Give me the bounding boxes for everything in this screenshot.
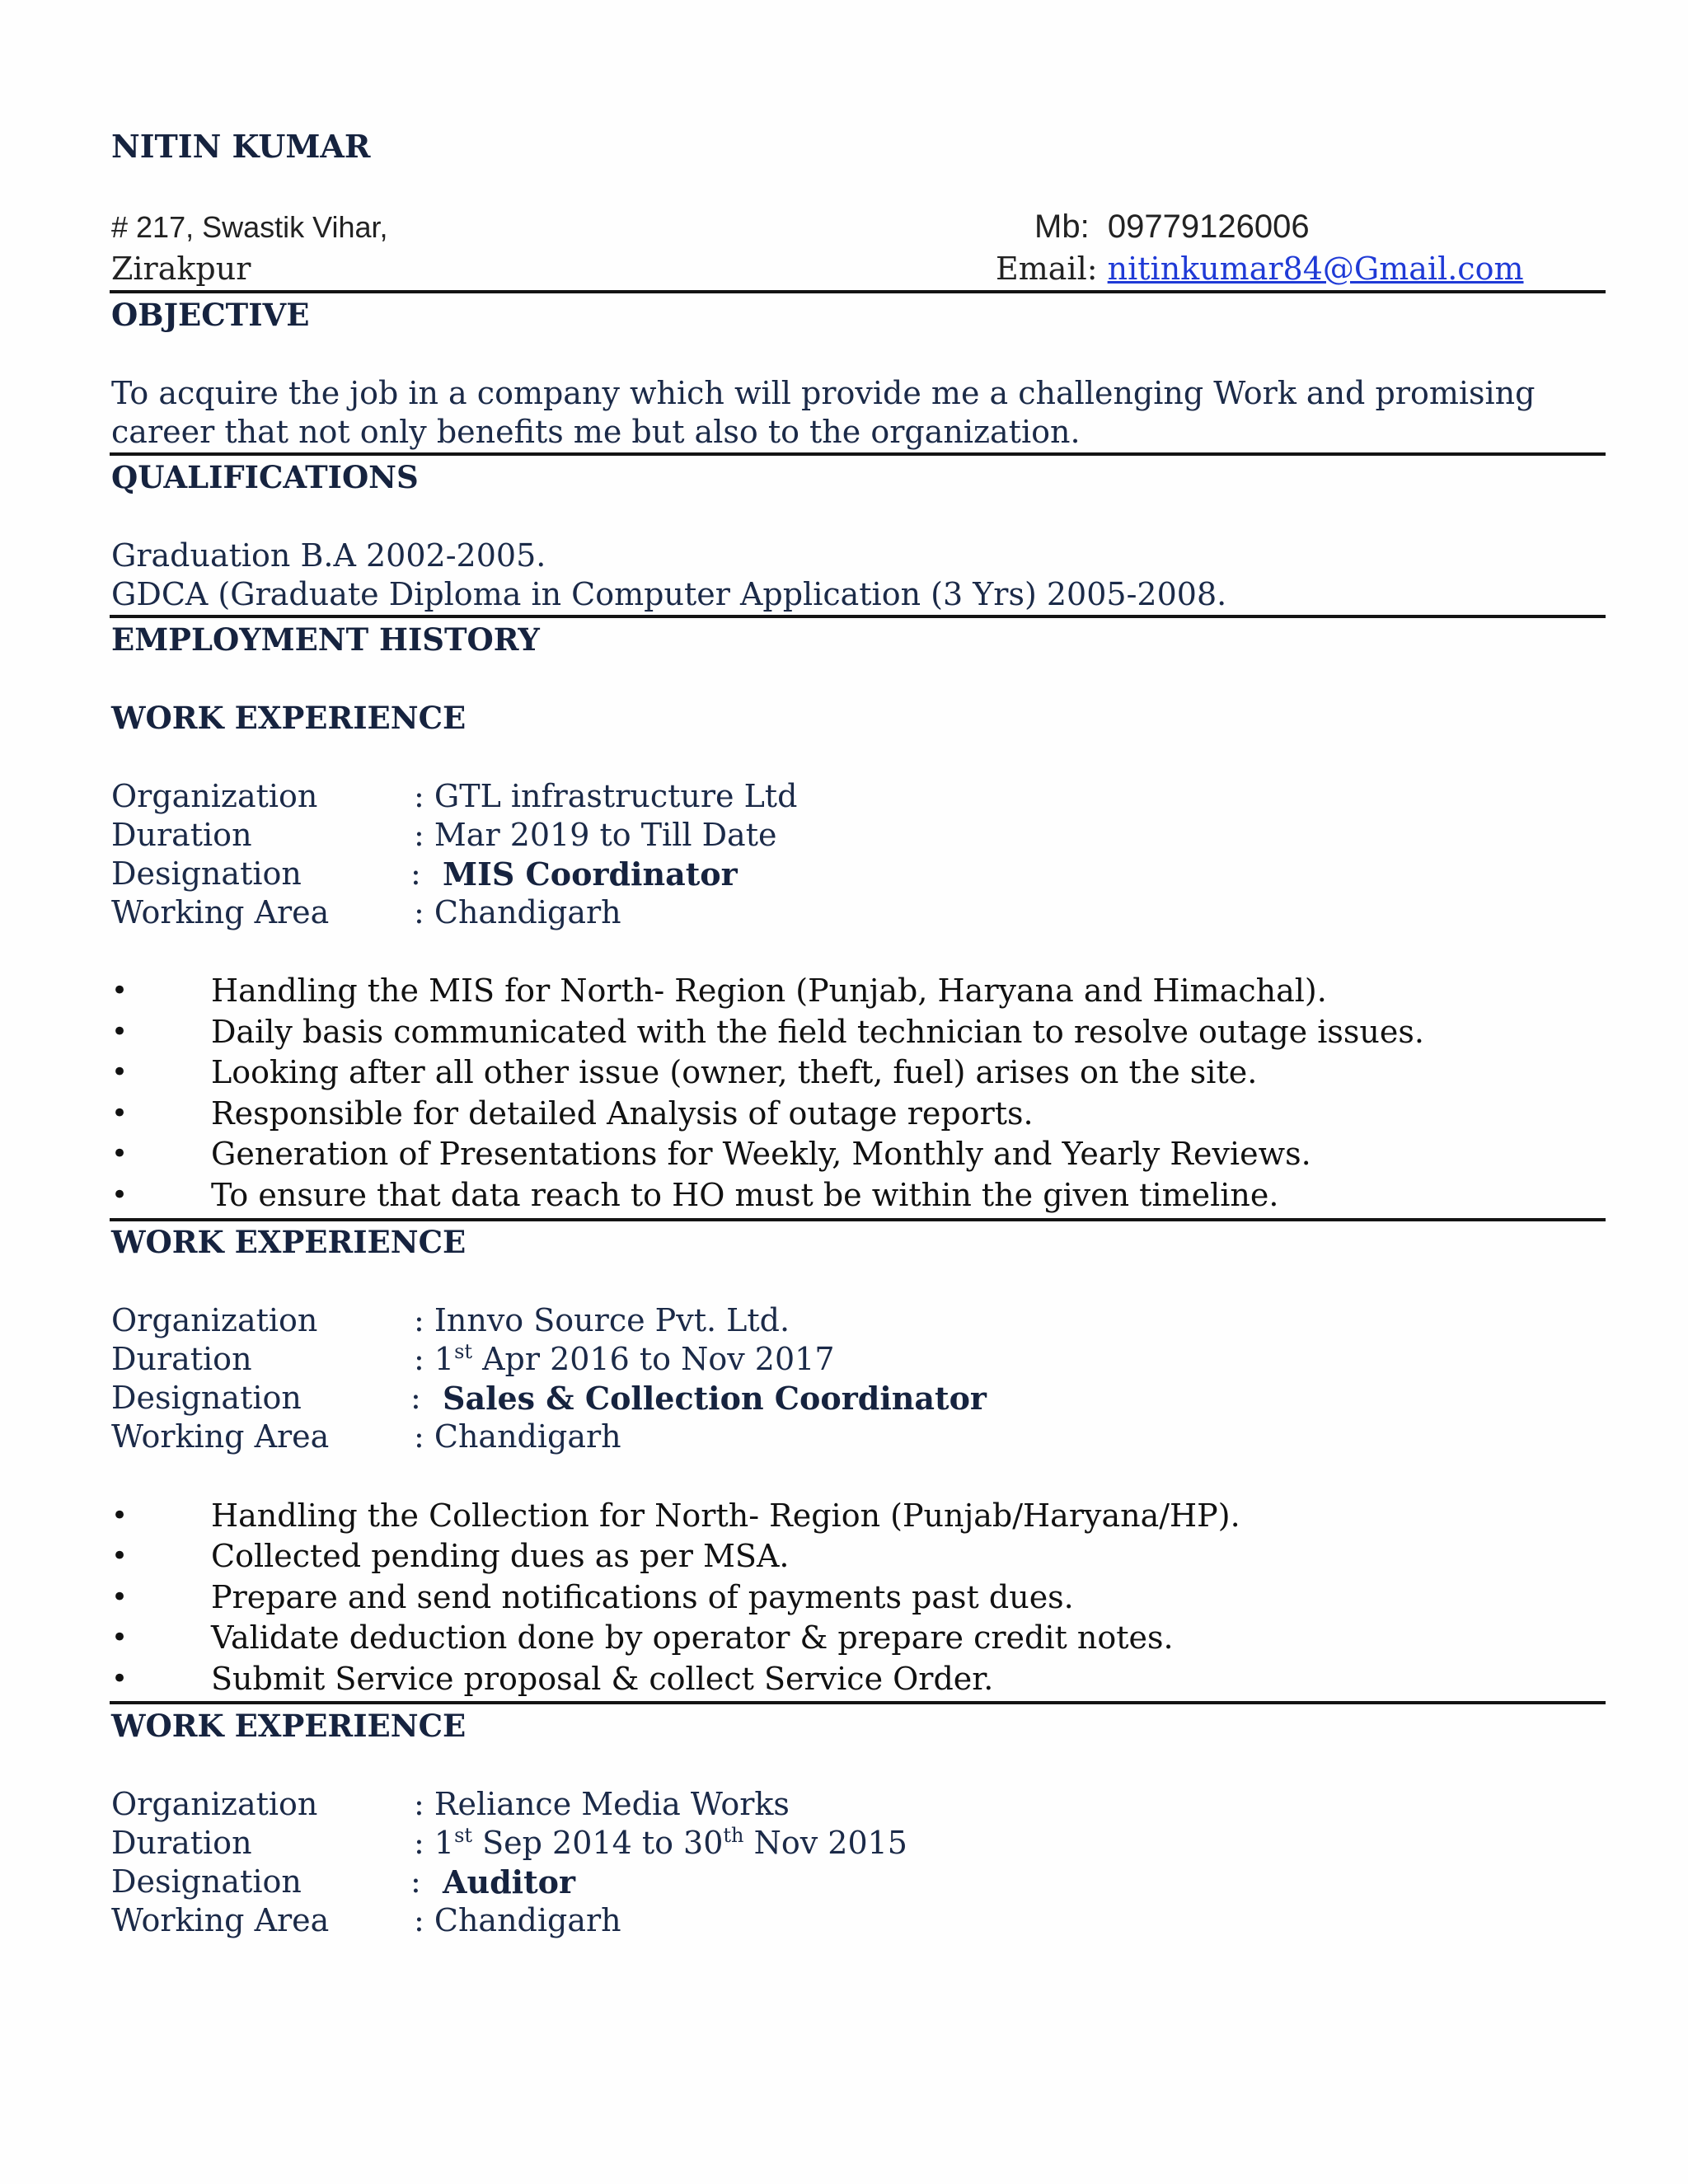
list-item: Handling the Collection for North- Region (Punjab/Haryana/HP). (211, 1497, 1240, 1534)
working-area-value: : Chandigarh (414, 1902, 621, 1938)
email-link[interactable]: nitinkumar84@Gmail.com (1107, 251, 1524, 287)
address-line-1: # 217, Swastik Vihar, (111, 210, 388, 244)
list-item: Handling the MIS for North- Region (Punjab, Haryana and Himachal). (211, 972, 1327, 1009)
bullet-icon: • (111, 1540, 129, 1572)
work-experience-heading: WORK EXPERIENCE (111, 1708, 467, 1744)
work-experience-heading: WORK EXPERIENCE (111, 700, 467, 736)
designation-label: Designation (111, 855, 302, 892)
duration-rest: Nov 2015 (743, 1825, 907, 1861)
work-experience-heading: WORK EXPERIENCE (111, 1224, 467, 1260)
organization-value: : Innvo Source Pvt. Ltd. (414, 1302, 790, 1338)
list-item: Collected pending dues as per MSA. (211, 1538, 790, 1574)
working-area-label: Working Area (111, 1902, 330, 1938)
list-item: Looking after all other issue (owner, theft, fuel) arises on the site. (211, 1054, 1258, 1090)
mobile-value: 09779126006 (1107, 209, 1310, 245)
mobile-label: Mb: (1034, 209, 1090, 245)
bullet-icon: • (111, 1499, 129, 1532)
organization-label: Organization (111, 1302, 318, 1338)
bullet-icon: • (111, 1621, 129, 1654)
duration-day: : 1 (414, 1341, 455, 1377)
ordinal-suffix: st (454, 1824, 473, 1847)
bullet-icon: • (111, 974, 129, 1007)
duration-label: Duration (111, 817, 252, 853)
objective-line-1: To acquire the job in a company which will provide me a challenging Work and promising (111, 375, 1536, 411)
designation-value: Auditor (443, 1863, 576, 1900)
list-item: Responsible for detailed Analysis of outage reports. (211, 1095, 1034, 1132)
duration-value (414, 1341, 835, 1377)
duration-label: Duration (111, 1341, 252, 1377)
organization-label: Organization (111, 778, 318, 814)
duration-label: Duration (111, 1825, 252, 1861)
bullet-icon: • (111, 1137, 129, 1170)
objective-heading: OBJECTIVE (111, 297, 310, 333)
duration-rest: Apr 2016 to Nov 2017 (472, 1341, 835, 1377)
ordinal-suffix: th (723, 1824, 744, 1847)
qualification-item: GDCA (Graduate Diploma in Computer Application (3 Yrs) 2005-2008. (111, 576, 1227, 612)
list-item: Submit Service proposal & collect Service Order. (211, 1661, 994, 1697)
bullet-icon: • (111, 1015, 129, 1048)
list-item: To ensure that data reach to HO must be within the given timeline. (211, 1177, 1279, 1213)
working-area-label: Working Area (111, 1418, 330, 1455)
objective-line-2: career that not only benefits me but also to the organization. (111, 414, 1081, 450)
list-item: Daily basis communicated with the field technician to resolve outage issues. (211, 1014, 1424, 1050)
designation-colon: : (410, 1863, 421, 1900)
employment-history-heading: EMPLOYMENT HISTORY (111, 621, 540, 658)
section-divider (110, 452, 1606, 456)
mobile-number (1034, 209, 1310, 246)
organization-value: : GTL infrastructure Ltd (414, 778, 798, 814)
email-address (996, 251, 1524, 287)
list-item: Prepare and send notifications of payments past dues. (211, 1579, 1074, 1615)
list-item: Validate deduction done by operator & prepare credit notes. (211, 1619, 1174, 1656)
working-area-label: Working Area (111, 894, 330, 930)
designation-label: Designation (111, 1863, 302, 1900)
duration-value (414, 1825, 907, 1861)
designation-value: Sales & Collection Coordinator (443, 1380, 987, 1417)
working-area-value: : Chandigarh (414, 894, 621, 930)
organization-value: : Reliance Media Works (414, 1786, 790, 1822)
section-divider (110, 1218, 1606, 1221)
candidate-name: NITIN KUMAR (111, 128, 371, 165)
list-item: Generation of Presentations for Weekly, Monthly and Yearly Reviews. (211, 1136, 1311, 1172)
working-area-value: : Chandigarh (414, 1418, 621, 1455)
bullet-icon: • (111, 1056, 129, 1089)
section-divider (110, 615, 1606, 618)
designation-colon: : (410, 1380, 421, 1416)
qualification-item: Graduation B.A 2002-2005. (111, 537, 546, 574)
duration-middle: Sep 2014 to 30 (472, 1825, 724, 1861)
section-divider (110, 290, 1606, 293)
duration-day: : 1 (414, 1825, 455, 1861)
address-line-2: Zirakpur (111, 251, 251, 287)
designation-label: Designation (111, 1380, 302, 1416)
ordinal-suffix: st (454, 1340, 473, 1363)
bullet-icon: • (111, 1179, 129, 1212)
bullet-icon: • (111, 1097, 129, 1130)
email-label: Email: (996, 251, 1098, 287)
duration-value: : Mar 2019 to Till Date (414, 817, 777, 853)
qualifications-heading: QUALIFICATIONS (111, 459, 419, 495)
section-divider (110, 1701, 1606, 1704)
designation-value: MIS Coordinator (443, 855, 738, 893)
designation-colon: : (410, 855, 421, 892)
bullet-icon: • (111, 1581, 129, 1614)
organization-label: Organization (111, 1786, 318, 1822)
bullet-icon: • (111, 1662, 129, 1695)
